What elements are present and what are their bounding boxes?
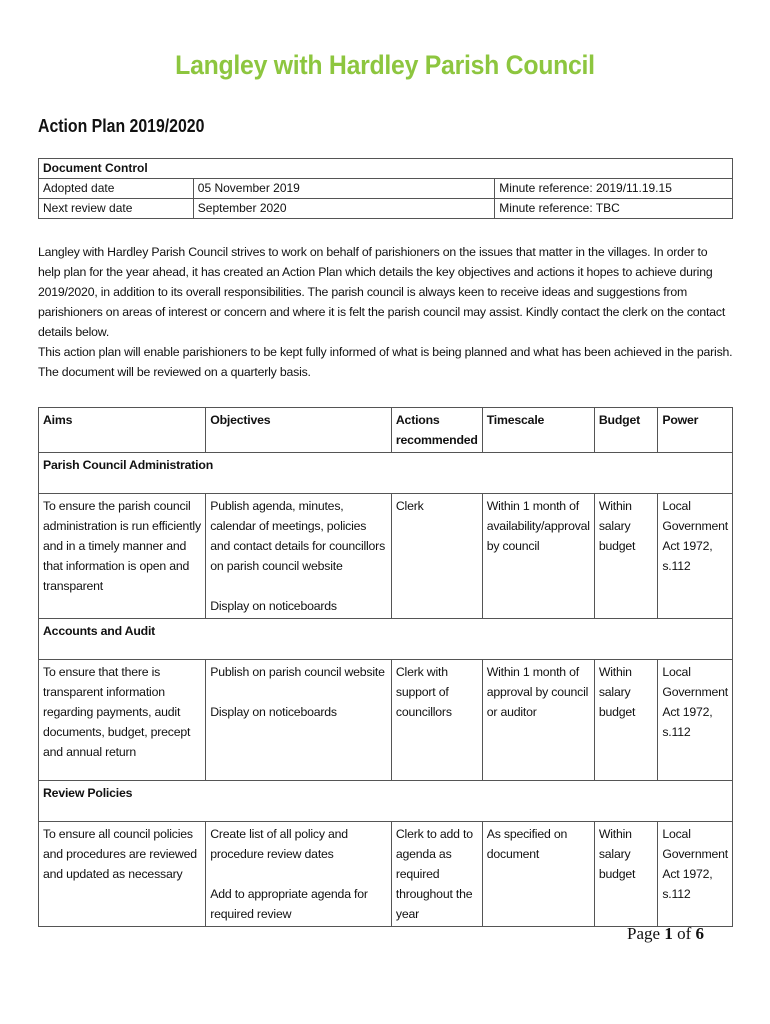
- objectives-cell: [206, 494, 392, 619]
- objective-text: Publish agenda, minutes, calendar of meetings, policies and contact details for councillors on parish council website: [210, 499, 386, 573]
- section-row: [39, 453, 733, 494]
- aim-cell: To ensure all council policies and procedures are reviewed and updated as necessary: [39, 822, 206, 927]
- objective-text: Publish on parish council website: [210, 665, 385, 679]
- current-page: 1: [664, 924, 673, 943]
- actions-cell: Clerk with support of councillors: [391, 660, 482, 781]
- intro-paragraph: This action plan will enable parishioners to be kept fully informed of what is being planned and what has been achieved in the parish. The document will be reviewed on a quarterly basis.: [38, 345, 733, 379]
- section-title: Parish Council Administration: [39, 453, 733, 494]
- page-label: Page: [627, 924, 661, 943]
- table-row: [39, 199, 733, 219]
- document-control-heading: Document Control: [39, 159, 733, 179]
- timescale-cell: Within 1 month of availability/approval by council: [482, 494, 594, 619]
- budget-cell: Within salary budget: [594, 494, 658, 619]
- table-row: [39, 660, 733, 781]
- objectives-cell: [206, 822, 392, 927]
- table-cell: Adopted date: [39, 179, 194, 199]
- section-row: [39, 619, 733, 660]
- budget-cell: Within salary budget: [594, 822, 658, 927]
- section-row: [39, 781, 733, 822]
- objective-text: Display on noticeboards: [210, 599, 337, 613]
- power-cell: Local Government Act 1972, s.112: [658, 822, 733, 927]
- column-header: Aims: [39, 408, 206, 453]
- column-header: Budget: [594, 408, 658, 453]
- table-cell: Minute reference: TBC: [495, 199, 733, 219]
- table-cell: Next review date: [39, 199, 194, 219]
- aim-cell: To ensure that there is transparent information regarding payments, audit documents, budget, precept and annual return: [39, 660, 206, 781]
- table-row: [39, 159, 733, 179]
- table-row: [39, 494, 733, 619]
- intro-paragraph: Langley with Hardley Parish Council strives to work on behalf of parishioners on the issues that matter in the villages. In order to help plan for the year ahead, it has created an Action Plan which details the key objectives and actions it hopes to achieve during 2019/2020, in addition to its overall responsibilities. The parish council is always keen to receive ideas and suggestions from parishioners on areas of interest or concern and where it is felt the parish council may assist. Kindly contact the clerk on the contact details below.: [38, 245, 726, 339]
- column-header: Objectives: [206, 408, 392, 453]
- section-title: Review Policies: [39, 781, 733, 822]
- page-title: Langley with Hardley Parish Council: [175, 50, 595, 80]
- column-header: Actions recommended: [391, 408, 482, 453]
- table-cell: 05 November 2019: [193, 179, 495, 199]
- table-header-row: [39, 408, 733, 453]
- column-header: Timescale: [482, 408, 594, 453]
- actions-cell: Clerk: [391, 494, 482, 619]
- objective-text: Add to appropriate agenda for required review: [210, 887, 368, 921]
- objective-text: Create list of all policy and procedure review dates: [210, 827, 348, 861]
- action-plan-table: [38, 407, 733, 927]
- aim-cell: To ensure the parish council administration is run efficiently and in a timely manner and that information is open and transparent: [39, 494, 206, 619]
- column-header: Power: [658, 408, 733, 453]
- timescale-cell: Within 1 month of approval by council or auditor: [482, 660, 594, 781]
- power-cell: Local Government Act 1972, s.112: [658, 494, 733, 619]
- total-pages: 6: [695, 924, 704, 943]
- page-number: [627, 924, 704, 944]
- table-row: [39, 179, 733, 199]
- section-title: Accounts and Audit: [39, 619, 733, 660]
- budget-cell: Within salary budget: [594, 660, 658, 781]
- table-cell: Minute reference: 2019/11.19.15: [495, 179, 733, 199]
- document-control-table: [38, 158, 733, 219]
- actions-cell: Clerk to add to agenda as required throughout the year: [391, 822, 482, 927]
- power-cell: Local Government Act 1972, s.112: [658, 660, 733, 781]
- table-row: [39, 822, 733, 927]
- objectives-cell: [206, 660, 392, 781]
- page-subtitle: Action Plan 2019/2020: [38, 116, 205, 136]
- objective-text: Display on noticeboards: [210, 705, 337, 719]
- table-cell: September 2020: [193, 199, 495, 219]
- timescale-cell: As specified on document: [482, 822, 594, 927]
- of-label: of: [677, 924, 692, 943]
